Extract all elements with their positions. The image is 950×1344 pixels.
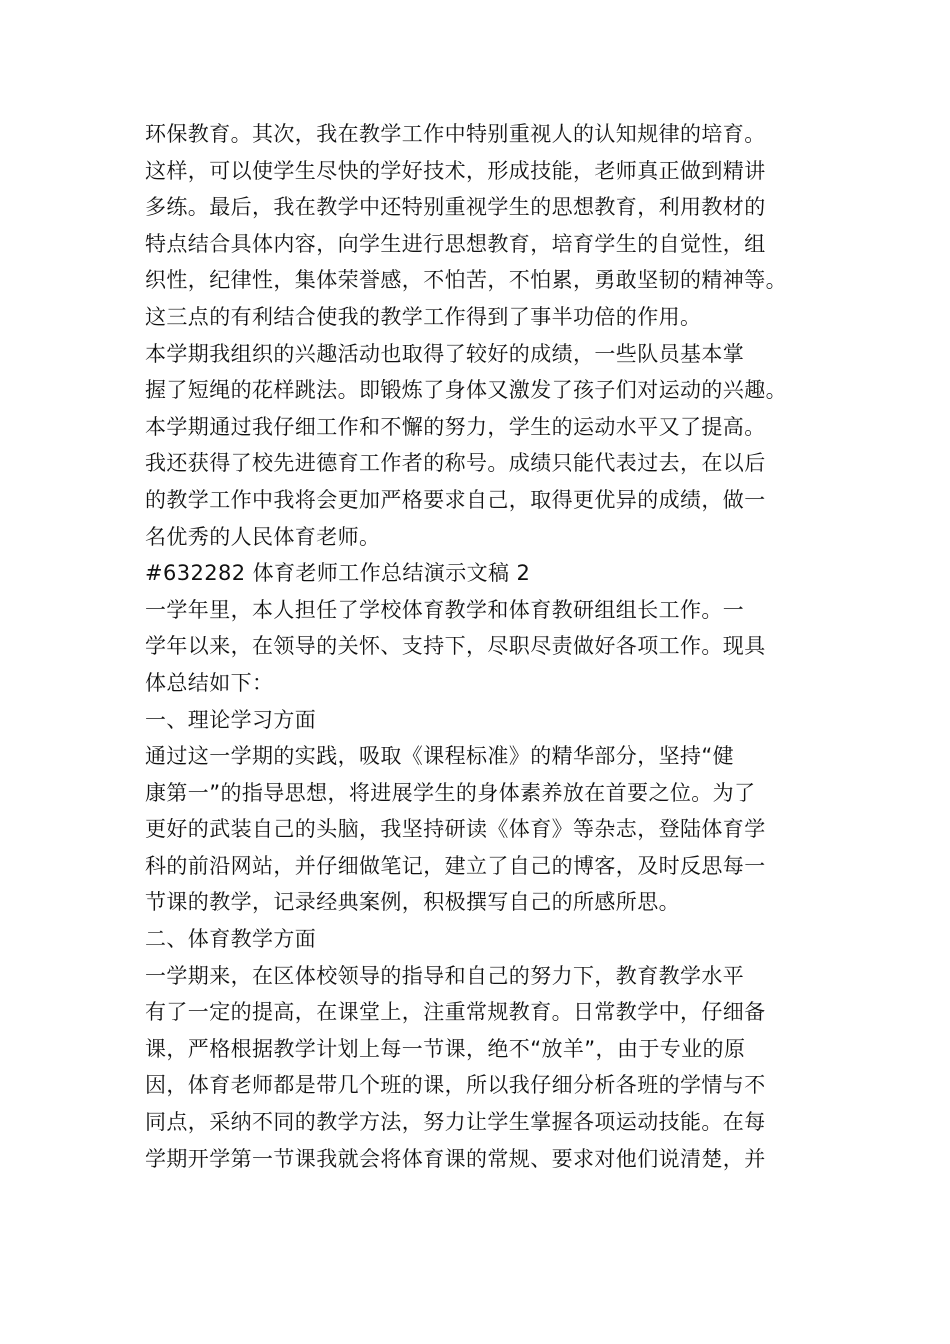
section-heading: 二、体育教学方面 (145, 927, 317, 952)
text-line: 这三点的有利结合使我的教学工作得到了事半功倍的作用。 (145, 304, 702, 329)
text-line: 有了一定的提高，在课堂上，注重常规教育。日常教学中，仔细备 (145, 1000, 766, 1025)
text-line: 的教学工作中我将会更加严格要求自己，取得更优异的成绩，做一 (145, 487, 766, 512)
text-line: 课，严格根据教学计划上每一节课，绝不“放羊”，由于专业的原 (145, 1036, 746, 1061)
text-line: 体总结如下： (145, 670, 274, 695)
section-title: #632282 体育老师工作总结演示文稿 2 (145, 561, 531, 586)
text-line: 科的前沿网站，并仔细做笔记，建立了自己的博客，及时反思每一 (145, 853, 766, 878)
text-line: 节课的教学，记录经典案例，积极撰写自己的所感所思。 (145, 890, 680, 915)
text-line: 织性，纪律性，集体荣誉感，不怕苦，不怕累，勇敢坚韧的精神等。 (145, 268, 787, 293)
text-line: 这样，可以使学生尽快的学好技术，形成技能，老师真正做到精讲 (145, 158, 766, 183)
section-heading: 一、理论学习方面 (145, 707, 317, 732)
text-line: 更好的武装自己的头脑，我坚持研读《体育》等杂志，登陆体育学 (145, 817, 766, 842)
text-line: 特点结合具体内容，向学生进行思想教育，培育学生的自觉性，组 (145, 231, 766, 256)
paragraph-start-line: 一学年里，本人担任了学校体育教学和体育教研组组长工作。一 (145, 597, 745, 622)
text-line: 多练。最后，我在教学中还特别重视学生的思想教育，利用教材的 (145, 195, 766, 220)
paragraph-start-line: 通过这一学期的实践，吸取《课程标准》的精华部分，坚持“健 (145, 744, 735, 769)
paragraph-start-line: 本学期我组织的兴趣活动也取得了较好的成绩，一些队员基本掌 (145, 341, 745, 366)
paragraph-start-line: 一学期来，在区体校领导的指导和自己的努力下，教育教学水平 (145, 963, 745, 988)
text-line: 名优秀的人民体育老师。 (145, 524, 381, 549)
text-line: 同点，采纳不同的教学方法，努力让学生掌握各项运动技能。在每 (145, 1110, 766, 1135)
text-line: 学期开学第一节课我就会将体育课的常规、要求对他们说清楚，并 (145, 1146, 766, 1171)
text-line: 环保教育。其次，我在教学工作中特别重视人的认知规律的培育。 (145, 122, 766, 146)
text-line: 因，体育老师都是带几个班的课，所以我仔细分析各班的学情与不 (145, 1073, 766, 1098)
text-line: 我还获得了校先进德育工作者的称号。成绩只能代表过去，在以后 (145, 451, 766, 476)
text-line: 握了短绳的花样跳法。即锻炼了身体又激发了孩子们对运动的兴趣。 (145, 378, 787, 403)
text-line: 康第一”的指导思想，将进展学生的身体素养放在首要之位。为了 (145, 780, 756, 805)
paragraph-start-line: 本学期通过我仔细工作和不懈的努力，学生的运动水平又了提高。 (145, 414, 766, 439)
text-line: 学年以来，在领导的关怀、支持下，尽职尽责做好各项工作。现具 (145, 634, 766, 659)
document-page (145, 116, 825, 1177)
